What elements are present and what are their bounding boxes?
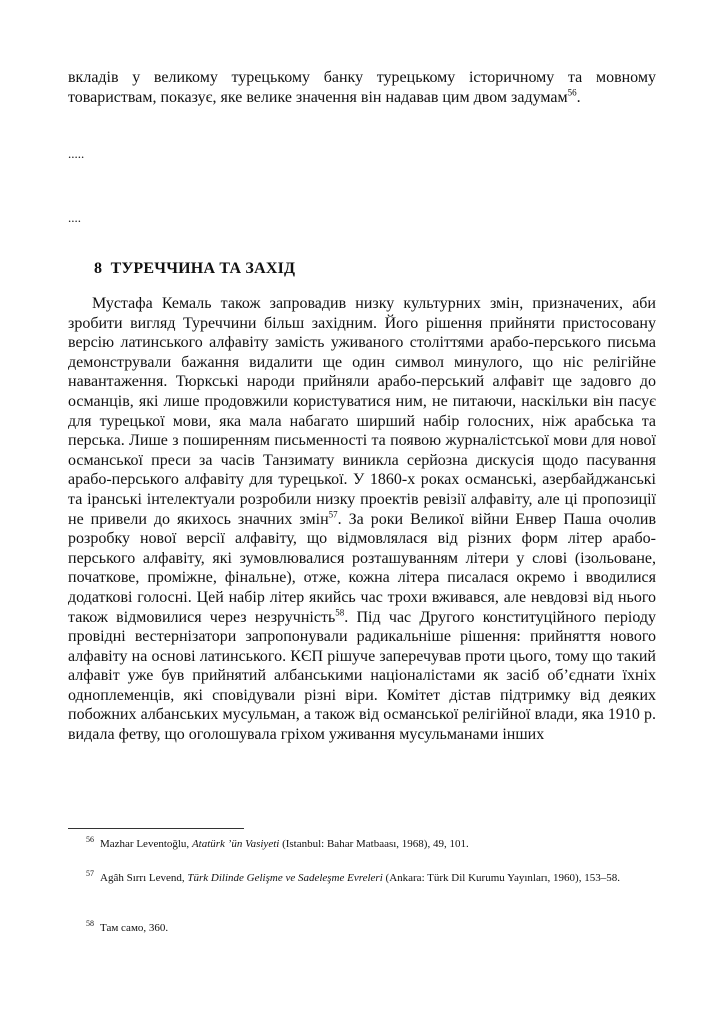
footnote-ref-56[interactable]: 56: [567, 87, 577, 98]
footnote-publication: (Ankara: Türk Dil Kurumu Yayınları, 1960), 153–58.: [382, 872, 620, 884]
omission-marker: ....: [68, 210, 81, 225]
footnote-title: Türk Dilinde Gelişme ve Sadeleşme Evreleri: [187, 872, 383, 884]
footnote-publication: (Istanbul: Bahar Matbaası, 1968), 49, 101.: [279, 838, 469, 850]
footnote-number: 56: [86, 835, 94, 845]
paragraph-main-part3: . Під час Другого конституційного періоду провідні вестернізатори запропонували радикальніше рішення: прийняття нового алфавіту на основі латинського. КЄП рішуче заперечував проти цього, тому що такий алфавіт уже був прийнятий албанськими націоналістами як засіб об’єднати їхніх одноплеменців, які сповідували різні віри. Комітет дістав підтримку від деяких побожних албанських мусульман, а також від османської релігійної влади, яка 1910 р. видала фетву, що оголошувала гріхом уживання мусульманами інших: [68, 608, 656, 744]
footnote-title: Atatürk ’ün Vasiyeti: [191, 838, 280, 850]
footnote-number: 58: [86, 919, 94, 929]
footnote-56: [68, 836, 656, 853]
paragraph-main-part1: Мустафа Кемаль також запровадив низку культурних змін, призначених, аби зробити вигляд Туреччини більш західним. Його рішення прийняти пристосовану версію латинського алфавіту замість уживаного століттями арабо-перського письма демонстрували бажання видалити ще один символ минулого, що ніс релігійне навантаження. Тюркські народи прийняли арабо-перський алфавіт ще задовго до османців, які лише продовжили користуватися ним, не питаючи, наскільки він пасує для турецької мови, яка мала набагато ширший набір голосних, ніж арабська та перська. Лише з поширенням письменності та появою журналістської мови для нової османської преси за часів Танзимату виникла серйозна дискусія щодо пасування арабо-перського алфавіту для турецької. У 1860-х роках османські, азербайджанські та іранські інтелектуали розробили низку проектів ревізії алфавіту, але ці пропозиції не привели до якихось значних змін: [68, 295, 656, 528]
footnote-author: Mazhar Leventoğlu,: [100, 838, 192, 850]
footnote-57: [68, 870, 656, 887]
footnote-number: 57: [86, 869, 94, 879]
footnote-divider: [68, 828, 244, 829]
footnote-58: [68, 920, 656, 937]
footnote-text: Там само, 360.: [100, 922, 169, 934]
paragraph-top-text: вкладів у великому турецькому банку турецькому історичному та мовному товариствам, показує, яке велике значення він надавав цим двом задумам: [68, 69, 656, 106]
paragraph-main: [68, 294, 656, 745]
section-number: 8: [94, 260, 103, 277]
omission-marker: .....: [68, 146, 85, 161]
footnote-ref-58[interactable]: 58: [335, 607, 345, 618]
section-title: ТУРЕЧЧИНА ТА ЗАХІД: [110, 260, 296, 277]
paragraph-main-part2: . За роки Великої війни Енвер Паша очолив розробку нової версії алфавіту, що відмовлялася від різних форм літер арабо-перського алфавіту, які зумовлювалися розташуванням літери у слові (ізольоване, початкове, проміжне, фінальне), отже, кожна літера писалася окремо і вводилися додаткові голосні. Цей набір літер якийсь час трохи вживався, але невдовзі від нього також відмовилися через незручність: [68, 510, 656, 626]
footnote-ref-57[interactable]: 57: [328, 509, 338, 520]
section-heading: [94, 260, 295, 278]
footnote-author: Agâh Sırrı Levend,: [100, 872, 188, 884]
paragraph-top-end: .: [576, 88, 581, 106]
paragraph-top: [68, 68, 656, 107]
